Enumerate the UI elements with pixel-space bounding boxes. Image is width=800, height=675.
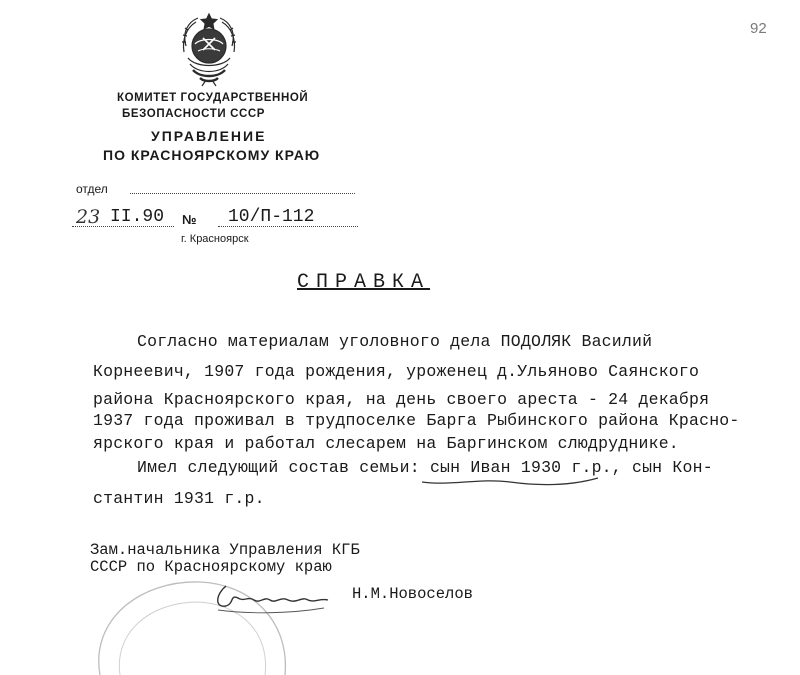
date-dotted-line	[72, 226, 174, 227]
handwritten-underline-mark	[420, 474, 600, 488]
body-line-1: Согласно материалам уголовного дела ПОДОЛЯК Василий	[137, 332, 653, 351]
city-label: г. Красноярск	[181, 233, 249, 245]
number-sign: №	[182, 212, 197, 227]
page-number: 92	[750, 20, 767, 37]
body-line-2: Корнеевич, 1907 года рождения, уроженец д.Ульяново Саянского	[93, 362, 700, 381]
official-stamp	[80, 560, 300, 675]
body-line-4: 1937 года проживал в трудпоселке Барга Рыбинского района Красно-	[93, 411, 740, 430]
body-line-3: района Красноярского края, на день своего ареста - 24 декабря	[93, 390, 710, 409]
department-line1: УПРАВЛЕНИЕ	[151, 128, 267, 144]
number-dotted-line	[218, 226, 358, 227]
department-line2: ПО КРАСНОЯРСКОМУ КРАЮ	[103, 147, 321, 163]
org-name-line1: КОМИТЕТ ГОСУДАРСТВЕННОЙ	[117, 92, 309, 104]
handwritten-signature	[208, 580, 338, 616]
org-name-line2: БЕЗОПАСНОСТИ СССР	[122, 108, 266, 120]
otdel-dotted-line	[130, 193, 355, 194]
signer-title-line2: СССР по Красноярскому краю	[90, 558, 332, 576]
document-title: СПРАВКА	[297, 271, 431, 294]
body-line-7: стантин 1931 г.р.	[93, 489, 265, 508]
ussr-emblem-icon	[176, 8, 242, 88]
otdel-label: отдел	[76, 182, 108, 196]
document-number: 10/П-112	[228, 207, 315, 227]
date-day-handwritten: 23	[76, 206, 101, 228]
signer-name: Н.М.Новоселов	[352, 585, 473, 603]
date-month-year: II.90	[110, 207, 165, 227]
signer-title-line1: Зам.начальника Управления КГБ	[90, 541, 360, 559]
body-line-5: ярского края и работал слесарем на Баргинском слюдруднике.	[93, 434, 679, 453]
body-line-6: Имел следующий состав семьи: сын Иван 1930 г.р., сын Кон-	[137, 458, 713, 477]
